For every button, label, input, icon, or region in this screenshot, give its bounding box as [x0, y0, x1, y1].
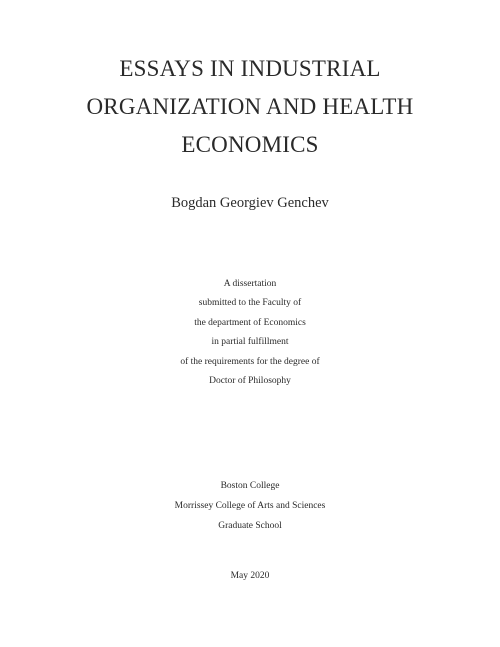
statement-line-1: A dissertation [223, 279, 277, 289]
dissertation-title [0, 50, 500, 164]
statement-line-5: of the requirements for the degree of [180, 356, 320, 367]
submission-statement [0, 275, 500, 391]
institution-block [0, 476, 500, 536]
statement-line-2: submitted to the Faculty of [198, 298, 302, 309]
institution-college: Morrissey College of Arts and Sciences [174, 501, 326, 511]
institution-university: Boston College [220, 481, 280, 491]
author-name: Bogdan Georgiev Genchev [171, 195, 329, 211]
statement-line-3: the department of Economics [194, 317, 306, 328]
institution-school: Graduate School [218, 521, 282, 531]
title-line-1: ESSAYS IN INDUSTRIAL [119, 56, 381, 81]
submission-date: May 2020 [230, 571, 270, 581]
statement-line-6: Doctor of Philosophy [209, 376, 291, 387]
statement-line-4: in partial fulfillment [211, 337, 289, 348]
title-line-3: ECONOMICS [181, 132, 319, 157]
title-line-2: ORGANIZATION AND HEALTH [86, 94, 414, 119]
